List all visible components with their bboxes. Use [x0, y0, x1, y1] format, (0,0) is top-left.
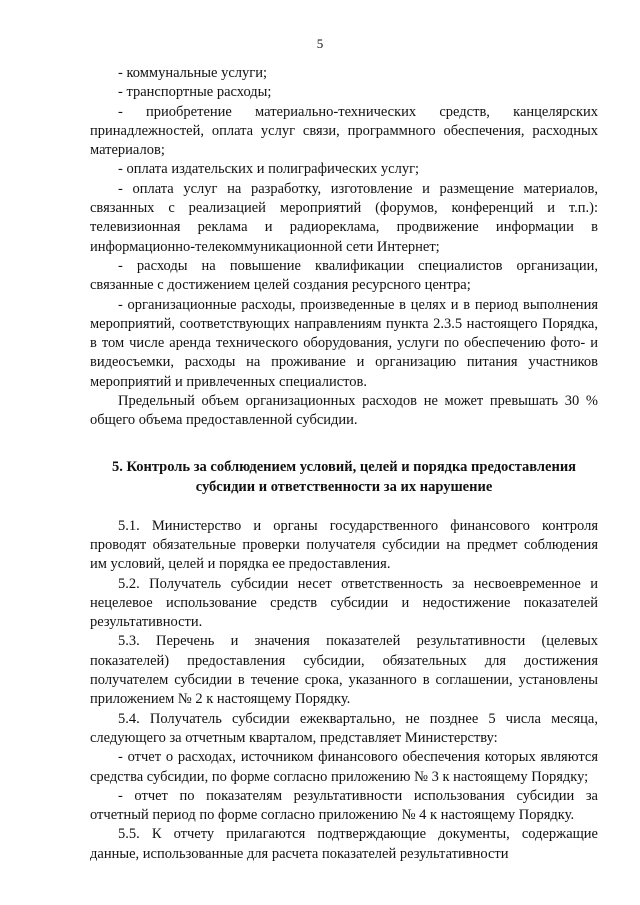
list-item: - приобретение материально-технических средств, канцелярских принадлежностей, оплата услуг связи, программного обеспечения, расходных материалов;: [90, 103, 598, 159]
list-item: - оплата издательских и полиграфических услуг;: [118, 161, 420, 178]
list-item: - отчет о расходах, источником финансового обеспечения которых являются средства субсидии, по форме согласно приложению № 3 к настоящему Порядку;: [90, 749, 598, 785]
paragraph: 5.1. Министерство и органы государственного финансового контроля проводят обязательные проверки получателя субсидии на предмет соблюдения им условий, целей и порядка ее предоставления.: [90, 517, 598, 573]
list-item: - организационные расходы, произведенные в целях и в период выполнения мероприятий, соответствующих направлениям пункта 2.3.5 настоящего Порядка, в том числе аренда технического оборудования, услуги по обеспечению фото- и видеосъемки, расходы на проживание и организацию питания участников мероприятий и привлеченных специалистов.: [90, 296, 598, 390]
paragraph: 5.3. Перечень и значения показателей результативности (целевых показателей) предоставления субсидии, обязательных для достижения получателем субсидии в течение срока, указанного в соглашении, установлены приложением № 2 к настоящему Порядку.: [90, 633, 598, 708]
page-number: 5: [316, 36, 324, 51]
list-item: - коммунальные услуги;: [118, 65, 267, 81]
list-item: - отчет по показателям результативности использования субсидии за отчетный период по форме согласно приложению № 4 к настоящему Порядку.: [90, 787, 598, 824]
paragraph: 5.4. Получатель субсидии ежеквартально, не позднее 5 числа месяца, следующего за отчетным кварталом, представляет Министерству:: [90, 710, 598, 746]
list-item: - оплата услуг на разработку, изготовление и размещение материалов, связанных с реализацией мероприятий (форумов, конференций и т.п.): телевизионная реклама и радиореклама, продвижение информации в информационно-телекоммуникационной сети Интернет;: [90, 180, 598, 255]
paragraph: 5.5. К отчету прилагаются подтверждающие документы, содержащие данные, использованные для расчета показателей результативности: [90, 826, 598, 862]
list-item: - расходы на повышение квалификации специалистов организации, связанные с достижением целей создания ресурсного центра;: [90, 257, 598, 294]
section-heading: 5. Контроль за соблюдением условий, целей и порядка предоставления субсидии и ответственности за их нарушение: [111, 458, 577, 495]
document-body: [90, 64, 598, 864]
paragraph: 5.2. Получатель субсидии несет ответственность за несвоевременное и нецелевое использование средств субсидии и недостижение показателей результативности.: [90, 575, 598, 631]
paragraph: Предельный объем организационных расходов не может превышать 30 % общего объема предоставленной субсидии.: [90, 393, 598, 429]
list-item: - транспортные расходы;: [118, 84, 272, 101]
